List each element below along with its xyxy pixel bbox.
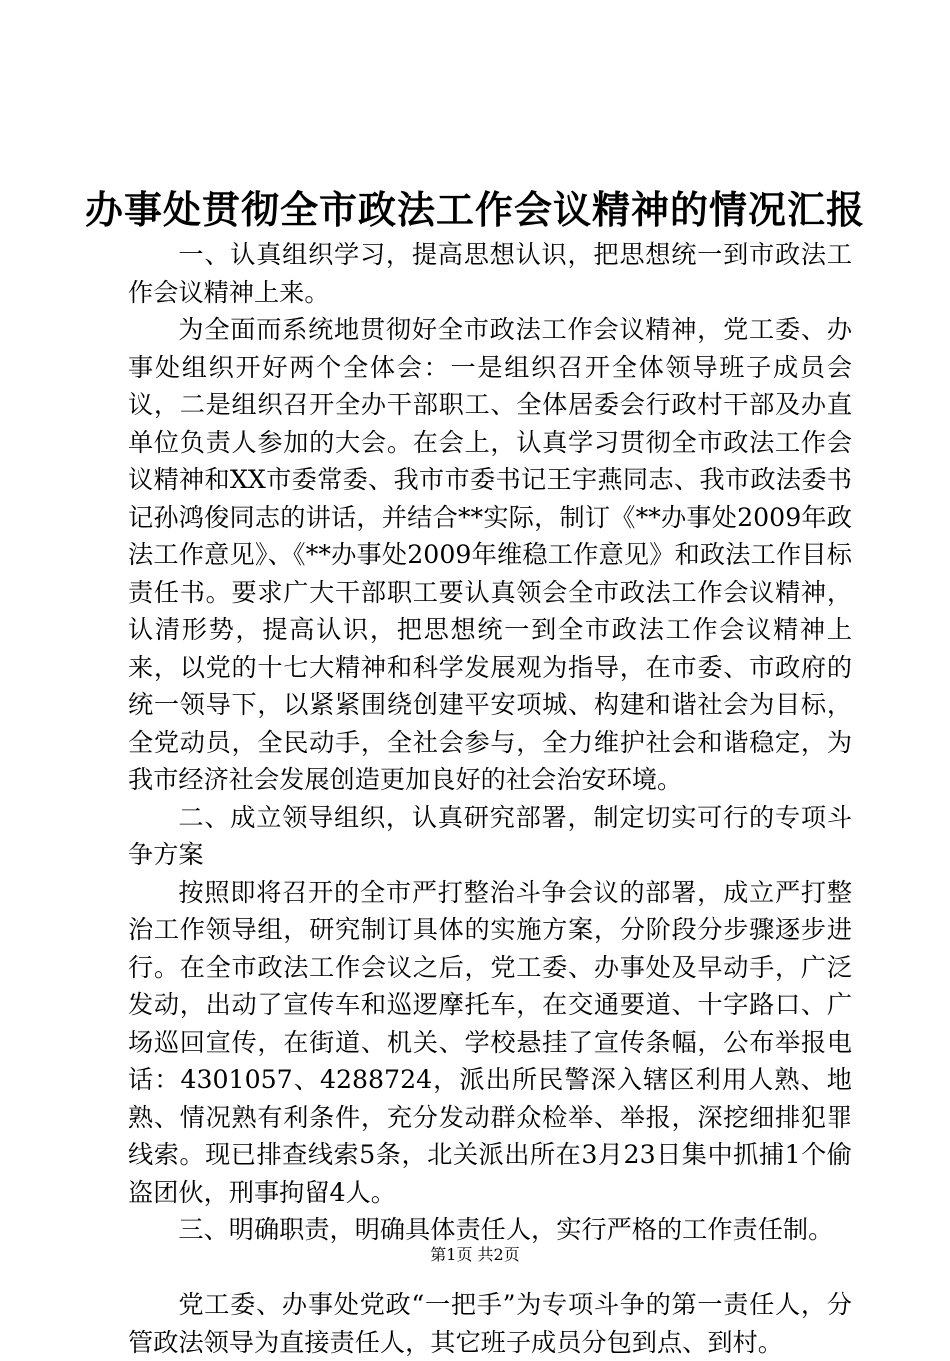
paragraph-section-3-heading: 三、明确职责，明确具体责任人，实行严格的工作责任制。 [178,1215,834,1244]
paragraph-section-2-heading: 二、成立领导组织，认真研究部署，制定切实可行的专项斗争方案 [128,802,852,869]
page-number-footer: 第1页 共2页 [430,1245,520,1264]
document-body [128,236,852,1361]
paragraph-section-2-body: 按照即将召开的全市严打整治斗争会议的部署，成立严打整治工作领导组，研究制订具体的实施方案，分阶段分步骤逐步进行。在全市政法工作会议之后，党工委、办事处及早动手，广泛发动，出动了宣传车和巡逻摩托车，在交通要道、十字路口、广场巡回宣传，在街道、机关、学校悬挂了宣传条幅，公布举报电话：4301057、4288724，派出所民警深入辖区利用人熟、地熟、情况熟有利条件，充分发动群众检举、举报，深挖细排犯罪线索。现已排查线索5条，北关派出所在3月23日集中抓捕1个偷盗团伙，刑事拘留4人。 [128,877,852,1207]
paragraph-section-1-heading: 一、认真组织学习，提高思想认识，把思想统一到市政法工作会议精神上来。 [128,240,852,307]
paragraph-section-3-body: 党工委、办事处党政“一把手”为专项斗争的第一责任人，分管政法领导为直接责任人，其它班子成员分包到点、到村。 [128,1290,852,1357]
document-title: 办事处贯彻全市政法工作会议精神的情况汇报 [84,187,865,232]
paragraph-section-1-body: 为全面而系统地贯彻好全市政法工作会议精神，党工委、办事处组织开好两个全体会：一是组织召开全体领导班子成员会议，二是组织召开全办干部职工、全体居委会行政村干部及办直单位负责人参加的大会。在会上，认真学习贯彻全市政法工作会议精神和XX市委常委、我市市委书记王宇燕同志、我市政法委书记孙鸿俊同志的讲话，并结合**实际，制订《**办事处2009年政法工作意见》、《**办事处2009年维稳工作意见》和政法工作目标责任书。要求广大干部职工要认真领会全市政法工作会议精神，认清形势，提高认识，把思想统一到全市政法工作会议精神上来，以党的十七大精神和科学发展观为指导，在市委、市政府的统一领导下，以紧紧围绕创建平安项城、构建和谐社会为目标，全党动员，全民动手，全社会参与，全力维护社会和谐稳定，为我市经济社会发展创造更加良好的社会治安环境。 [128,315,852,794]
